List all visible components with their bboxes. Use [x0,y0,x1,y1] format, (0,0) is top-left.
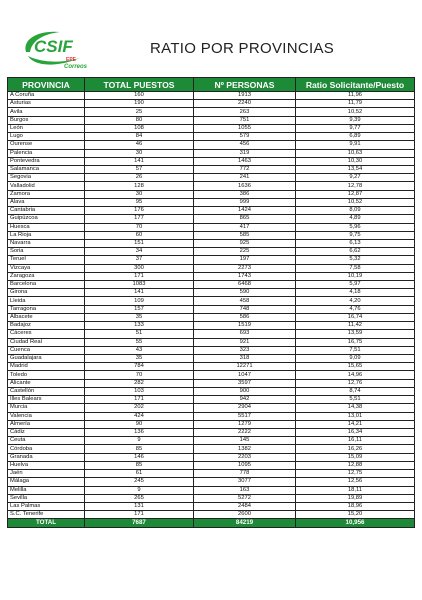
ratio-cell: 19,89 [296,494,415,502]
personas-cell: 579 [194,133,296,141]
personas-cell: 3597 [194,379,296,387]
personas-cell: 225 [194,248,296,256]
personas-cell: 458 [194,297,296,305]
total-puestos-cell: 61 [85,470,194,478]
ratio-cell: 16,74 [296,313,415,321]
total-puestos-cell: 146 [85,453,194,461]
ratio-cell: 13,01 [296,412,415,420]
table-row [8,420,415,428]
ratio-cell: 12,78 [296,182,415,190]
ratio-cell: 14,38 [296,404,415,412]
total-puestos-cell: 109 [85,297,194,305]
provincia-cell: S.C. Tenerife [8,511,85,519]
provincia-cell: Ceuta [8,437,85,445]
total-puestos-cell: 25 [85,108,194,116]
ratio-cell: 18,11 [296,486,415,494]
provincia-cell: Melilla [8,486,85,494]
personas-cell: 2484 [194,502,296,510]
personas-cell: 1519 [194,322,296,330]
personas-cell: 900 [194,387,296,395]
personas-cell: 772 [194,165,296,173]
provincia-cell: Palencia [8,149,85,157]
ratio-cell: 4,20 [296,297,415,305]
personas-cell: 1913 [194,92,296,100]
table-row [8,363,415,371]
total-puestos-cell: 60 [85,231,194,239]
table-row [8,124,415,132]
table-row [8,239,415,247]
total-puestos-cell: 80 [85,116,194,124]
ratio-cell: 5,51 [296,396,415,404]
ratio-cell: 10,19 [296,272,415,280]
personas-cell: 925 [194,239,296,247]
provincia-cell: La Rioja [8,231,85,239]
table-row [8,330,415,338]
provincia-cell: Ourense [8,141,85,149]
table-row [8,404,415,412]
table-row [8,494,415,502]
personas-cell: 417 [194,223,296,231]
page-header [0,0,422,78]
ratio-cell: 5,32 [296,256,415,264]
total-puestos-cell: 424 [85,412,194,420]
provincia-cell: Valencia [8,412,85,420]
total-puestos-cell: 70 [85,223,194,231]
table-row [8,355,415,363]
table-row [8,313,415,321]
total-puestos-cell: 141 [85,157,194,165]
provincia-cell: Granada [8,453,85,461]
personas-cell: 2222 [194,428,296,436]
ratio-cell: 9,09 [296,355,415,363]
table-row [8,461,415,469]
table-row [8,215,415,223]
total-puestos-cell: 265 [85,494,194,502]
personas-cell: 6468 [194,281,296,289]
table-row [8,272,415,280]
total-puestos-cell: 57 [85,165,194,173]
provincia-cell: Huelva [8,461,85,469]
provincia-cell: Illes Balears [8,396,85,404]
provincia-cell: Alava [8,198,85,206]
ratio-cell: 8,74 [296,387,415,395]
provincia-cell: León [8,124,85,132]
provincia-cell: Sevilla [8,494,85,502]
provincia-cell: Zaragoza [8,272,85,280]
ratio-cell: 18,96 [296,502,415,510]
page-title: RATIO POR PROVINCIAS [150,40,335,57]
table-row [8,174,415,182]
ratio-cell: 8,09 [296,207,415,215]
provincia-cell: Cádiz [8,428,85,436]
ratio-cell: 11,96 [296,92,415,100]
provincia-cell: Valladolid [8,182,85,190]
table-row [8,387,415,395]
ratio-cell: 16,34 [296,428,415,436]
total-puestos-cell: 131 [85,502,194,510]
ratio-cell: 5,96 [296,223,415,231]
table-row [8,412,415,420]
table-row [8,322,415,330]
total-row [8,519,415,528]
ratio-table [7,77,415,528]
column-header-ratio: Ratio Solicitante/Puesto [296,78,415,92]
total-puestos-cell: 282 [85,379,194,387]
table-row [8,190,415,198]
provincia-cell: Las Palmas [8,502,85,510]
personas-cell: 865 [194,215,296,223]
total-puestos-cell: 26 [85,174,194,182]
ratio-cell: 12,76 [296,379,415,387]
ratio-cell: 6,13 [296,239,415,247]
provincia-cell: Segovia [8,174,85,182]
provincia-cell: Albacete [8,313,85,321]
total-puestos-cell: 300 [85,264,194,272]
logo-name: CSIF [34,37,73,56]
total-puestos-cell: 1083 [85,281,194,289]
table-row [8,281,415,289]
table-row [8,453,415,461]
total-label: TOTAL [8,519,85,528]
total-puestos-cell: 784 [85,363,194,371]
ratio-cell: 12,56 [296,478,415,486]
table-row [8,248,415,256]
provincia-cell: Avila [8,108,85,116]
total-puestos-cell: 51 [85,330,194,338]
total-puestos-cell: 171 [85,396,194,404]
table-row [8,478,415,486]
total-puestos-cell: 34 [85,248,194,256]
personas-cell: 778 [194,470,296,478]
total-puestos-cell: 157 [85,305,194,313]
table-row [8,100,415,108]
provincia-cell: Barcelona [8,281,85,289]
table-footer [8,519,415,528]
table-row [8,264,415,272]
ratio-cell: 16,11 [296,437,415,445]
ratio-cell: 9,27 [296,174,415,182]
total-puestos-cell: 103 [85,387,194,395]
provincia-cell: Badajoz [8,322,85,330]
ratio-cell: 10,52 [296,198,415,206]
provincia-cell: A Coruña [8,92,85,100]
table-row [8,437,415,445]
ratio-cell: 11,79 [296,100,415,108]
logo-line2: Correos [64,64,88,70]
table-row [8,141,415,149]
personas-cell: 318 [194,355,296,363]
ratio-cell: 14,21 [296,420,415,428]
provincia-cell: Jaén [8,470,85,478]
personas-cell: 1095 [194,461,296,469]
total-puestos-cell: 43 [85,346,194,354]
ratio-cell: 5,97 [296,281,415,289]
provincia-cell: Guadalajara [8,355,85,363]
total-puestos-cell: 136 [85,428,194,436]
personas-cell: 2904 [194,404,296,412]
personas-cell: 3077 [194,478,296,486]
ratio-cell: 11,42 [296,322,415,330]
personas-cell: 2600 [194,511,296,519]
provincia-cell: Cuenca [8,346,85,354]
personas-cell: 586 [194,313,296,321]
total-puestos-cell: 70 [85,371,194,379]
personas-cell: 942 [194,396,296,404]
total-puestos-cell: 35 [85,355,194,363]
table-row [8,223,415,231]
personas-cell: 585 [194,231,296,239]
personas-cell: 1636 [194,182,296,190]
total-puestos-cell: 9 [85,437,194,445]
table-row [8,511,415,519]
table-row [8,108,415,116]
ratio-cell: 9,39 [296,116,415,124]
provincia-cell: Tarragona [8,305,85,313]
total-puestos-cell: 85 [85,461,194,469]
table-row [8,371,415,379]
provincia-cell: Zamora [8,190,85,198]
table-row [8,165,415,173]
provincia-cell: Cantabria [8,207,85,215]
total-puestos-cell: 177 [85,215,194,223]
provincia-cell: Salamanca [8,165,85,173]
ratio-cell: 15,20 [296,511,415,519]
ratio-cell: 14,96 [296,371,415,379]
personas-cell: 2273 [194,264,296,272]
ratio-cell: 12,88 [296,461,415,469]
personas-cell: 2203 [194,453,296,461]
ratio-cell: 13,54 [296,165,415,173]
personas-cell: 1743 [194,272,296,280]
total-puestos-cell: 95 [85,198,194,206]
personas-cell: 319 [194,149,296,157]
total-puestos-cell: 37 [85,256,194,264]
total-puestos-cell: 90 [85,420,194,428]
csif-logo-icon [20,28,98,72]
personas-cell: 1047 [194,371,296,379]
provincia-cell: Córdoba [8,445,85,453]
table-row [8,396,415,404]
personas-cell: 163 [194,486,296,494]
personas-cell: 323 [194,346,296,354]
total-puestos-cell: 151 [85,239,194,247]
ratio-cell: 9,91 [296,141,415,149]
provincia-cell: Vizcaya [8,264,85,272]
table-row [8,305,415,313]
total-puestos-cell: 202 [85,404,194,412]
total-puestos-cell: 84 [85,133,194,141]
personas-cell: 456 [194,141,296,149]
personas-cell: 5272 [194,494,296,502]
provincia-cell: Murcia [8,404,85,412]
provincia-cell: Málaga [8,478,85,486]
total-puestos-cell: 30 [85,149,194,157]
total-puestos-cell: 9 [85,486,194,494]
ratio-cell: 15,09 [296,453,415,461]
personas-cell: 1382 [194,445,296,453]
ratio-cell: 4,89 [296,215,415,223]
ratio-cell: 6,62 [296,248,415,256]
table-row [8,289,415,297]
personas-cell: 693 [194,330,296,338]
column-header-total-puestos: TOTAL PUESTOS [85,78,194,92]
personas-cell: 241 [194,174,296,182]
personas-cell: 2240 [194,100,296,108]
provincia-cell: Burgos [8,116,85,124]
personas-cell: 1055 [194,124,296,132]
total-puestos-cell: 160 [85,92,194,100]
provincia-cell: Navarra [8,239,85,247]
table-row [8,133,415,141]
ratio-cell: 7,58 [296,264,415,272]
total-puestos-cell: 35 [85,313,194,321]
table-row [8,256,415,264]
personas-cell: 1279 [194,420,296,428]
personas-cell: 5517 [194,412,296,420]
total-puestos-cell: 171 [85,272,194,280]
provincia-cell: Lleida [8,297,85,305]
personas-cell: 590 [194,289,296,297]
total-ratio: 10,956 [296,519,415,528]
ratio-cell: 4,18 [296,289,415,297]
personas-cell: 386 [194,190,296,198]
personas-cell: 263 [194,108,296,116]
total-personas: 84219 [194,519,296,528]
ratio-cell: 4,76 [296,305,415,313]
table-row [8,297,415,305]
provincia-cell: Ciudad Real [8,338,85,346]
provincia-cell: Pontevedra [8,157,85,165]
table-row [8,92,415,100]
table-row [8,486,415,494]
table-row [8,470,415,478]
column-header-provincia: PROVINCIA [8,78,85,92]
provincia-cell: Almería [8,420,85,428]
ratio-cell: 16,26 [296,445,415,453]
total-puestos-cell: 108 [85,124,194,132]
total-puestos-cell: 245 [85,478,194,486]
provincia-cell: Huesca [8,223,85,231]
provincia-cell: Madrid [8,363,85,371]
table-row [8,149,415,157]
table-row [8,198,415,206]
table-row [8,502,415,510]
total-puestos-cell: 171 [85,511,194,519]
provincia-cell: Castellón [8,387,85,395]
total-puestos-cell: 46 [85,141,194,149]
table-row [8,207,415,215]
provincia-cell: Toledo [8,371,85,379]
personas-cell: 1424 [194,207,296,215]
provincia-cell: Teruel [8,256,85,264]
ratio-cell: 9,77 [296,124,415,132]
total-puestos-cell: 141 [85,289,194,297]
ratio-cell: 9,75 [296,231,415,239]
table-row [8,379,415,387]
table-row [8,445,415,453]
ratio-cell: 6,89 [296,133,415,141]
table-body [8,92,415,519]
total-puestos: 7687 [85,519,194,528]
table-row [8,157,415,165]
table-row [8,182,415,190]
ratio-cell: 13,59 [296,330,415,338]
ratio-cell: 7,51 [296,346,415,354]
provincia-cell: Girona [8,289,85,297]
column-header-personas: Nº PERSONAS [194,78,296,92]
ratio-cell: 10,30 [296,157,415,165]
provincia-cell: Cáceres [8,330,85,338]
personas-cell: 748 [194,305,296,313]
provincia-cell: Soria [8,248,85,256]
total-puestos-cell: 30 [85,190,194,198]
table-row [8,116,415,124]
total-puestos-cell: 85 [85,445,194,453]
personas-cell: 197 [194,256,296,264]
total-puestos-cell: 176 [85,207,194,215]
personas-cell: 145 [194,437,296,445]
ratio-cell: 15,65 [296,363,415,371]
provincia-cell: Lugo [8,133,85,141]
ratio-cell: 10,63 [296,149,415,157]
table-row [8,428,415,436]
table-row [8,346,415,354]
table-row [8,231,415,239]
provincia-cell: Guipúzcoa [8,215,85,223]
ratio-cell: 16,75 [296,338,415,346]
personas-cell: 751 [194,116,296,124]
table-header [8,78,415,92]
table-row [8,338,415,346]
ratio-cell: 12,75 [296,470,415,478]
total-puestos-cell: 55 [85,338,194,346]
total-puestos-cell: 190 [85,100,194,108]
provincia-cell: Asturias [8,100,85,108]
total-puestos-cell: 133 [85,322,194,330]
ratio-cell: 10,52 [296,108,415,116]
provincia-cell: Alicante [8,379,85,387]
personas-cell: 921 [194,338,296,346]
personas-cell: 1463 [194,157,296,165]
logo-line1: EPE [66,57,77,63]
ratio-cell: 12,87 [296,190,415,198]
personas-cell: 12271 [194,363,296,371]
personas-cell: 999 [194,198,296,206]
total-puestos-cell: 128 [85,182,194,190]
